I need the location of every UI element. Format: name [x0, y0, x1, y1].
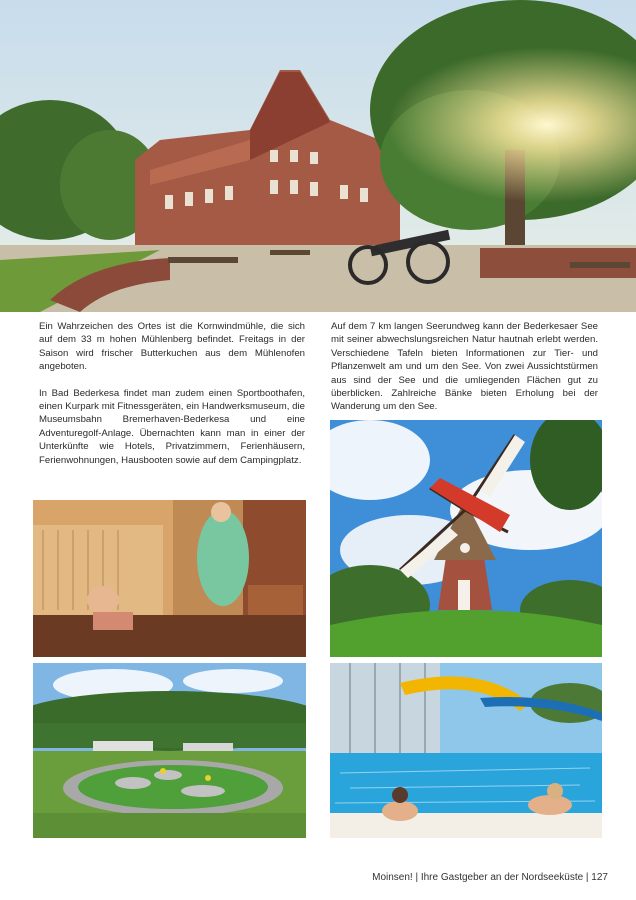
spa-photo — [33, 500, 306, 657]
page-footer: Moinsen! | Ihre Gastgeber an der Nordseeküste | 127 — [372, 872, 608, 883]
adventure-golf-photo — [33, 663, 306, 838]
left-text-column — [39, 320, 305, 480]
pool-photo — [330, 663, 602, 838]
right-text-column — [331, 320, 598, 427]
paragraph-windmill: Ein Wahrzeichen des Ortes ist die Kornwindmühle, die sich auf dem 33 m hohen Mühlenberg befindet. Freitags in der Saison wird frischer Butterkuchen aus dem Mühlenofen angeboten. — [39, 321, 305, 373]
paragraph-attractions: In Bad Bederkesa findet man zudem einen Sportboothafen, einen Kurpark mit Fitnessgeräten, ein Handwerksmuseum, die Museumsbahn Bremerhaven-Bederkesa und eine Adventuregolf-Anlage. Übernachten kann man in einer der Unterkünfte wie Hotels, Privatzimmern, Ferienhäusern, Ferienwohnungen, Hausbooten sowie auf dem Campingplatz. — [39, 387, 305, 466]
windmill-photo — [330, 420, 602, 657]
castle-photo — [0, 0, 636, 312]
paragraph-lake-trail: Auf dem 7 km langen Seerundweg kann der Bederkesaer See mit seiner abwechslungsreichen Natur hautnah erlebt werden. Verschiedene Tafeln bieten Informationen zur Tier- und Pflanzenwelt am und um den See. Von zwei Aussichtstürmen aus sind der See und die umliegenden Flächen gut zu überblicken. Zahlreiche Bänke bieten Erholung bei der Wanderung um den See. — [331, 321, 598, 413]
